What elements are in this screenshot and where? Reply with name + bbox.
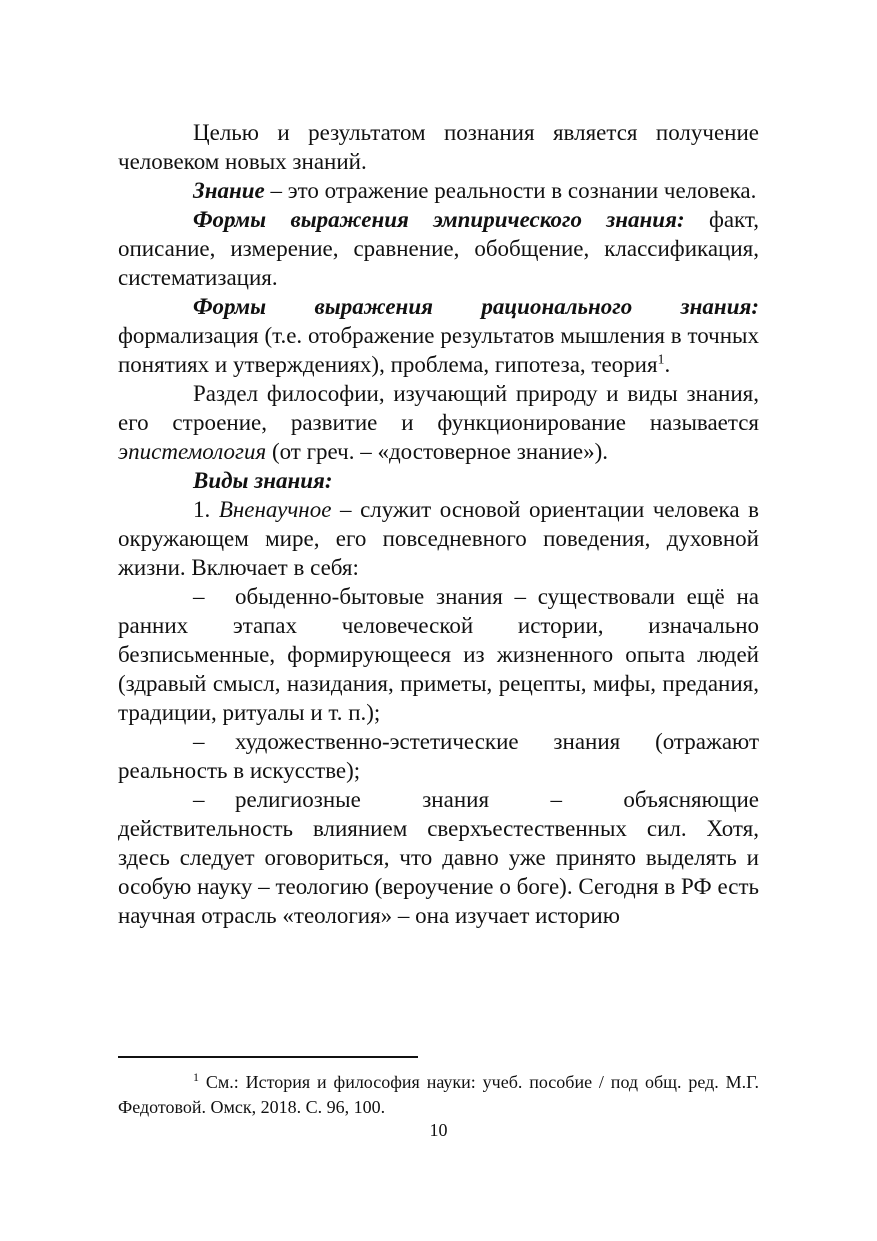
paragraph-end: . (664, 352, 671, 377)
term-rational-forms: Формы выражения рационального знания: (193, 294, 759, 319)
footnote-marker: 1 (193, 1070, 199, 1084)
term-knowledge: Знание (193, 178, 265, 203)
heading-kinds-of-knowledge: Виды знания: (193, 468, 333, 493)
term-epistemology: эпистемология (118, 439, 267, 464)
paragraph-text: Раздел философии, изучающий природу и виды знания, его строение, развитие и функционирование называется (118, 381, 759, 435)
paragraph-text: – это отражение реальности в сознании человека. (264, 178, 757, 203)
paragraph-text: факт, описание, измерение, сравнение, обобщение, классификация, систематизация. (118, 207, 760, 290)
page-number: 10 (429, 1120, 448, 1140)
dash-marker: – (193, 787, 205, 812)
paragraph-text: – служит основой ориентации человека в окружающем мире, его повседневного поведения, духовной жизни. Включает в себя: (118, 497, 760, 580)
paragraph-empirical-forms (118, 205, 759, 292)
footnote-text: См.: История и философия науки: учеб. пособие / под общ. ред. М.Г. Федотовой. Омск, 2018. С. 96, 100. (118, 1072, 759, 1117)
term-extra-scientific: Вненаучное (218, 497, 332, 522)
paragraph-text: формализация (т.е. отображение результатов мышления в точных понятиях и утверждениях), проблема, гипотеза, теория (118, 323, 759, 377)
list-item (118, 582, 759, 727)
dash-marker: – (193, 729, 205, 754)
list-item-text: религиозные знания – объясняющие действительность влиянием сверхъестественных сил. Хотя, здесь следует оговориться, что давно уже принято выделять и особую науку – теологию (вероучение о боге). Сегодня в РФ есть научная отрасль «теология» – она изучает историю (118, 787, 759, 928)
footnote (118, 1070, 759, 1120)
paragraph-text: Целью и результатом познания является получение человеком новых знаний. (118, 120, 759, 174)
paragraph-end: (от греч. – «достоверное знание»). (266, 439, 609, 464)
paragraph-rational-forms (118, 292, 759, 379)
section-heading-kinds (118, 466, 759, 495)
list-item-text: художественно-эстетические знания (отражают реальность в искусстве); (118, 729, 759, 783)
list-number: 1. (193, 497, 219, 522)
paragraph-epistemology (118, 379, 759, 466)
page-body (118, 118, 759, 930)
paragraph-extra-scientific (118, 495, 759, 582)
list-item (118, 727, 759, 785)
footnote-reference[interactable]: 1 (657, 352, 665, 368)
list-item-text: обыденно-бытовые знания – существовали ещё на ранних этапах человеческой истории, изначально безписьменные, формирующееся из жизненного опыта людей (здравый смысл, назидания, приметы, рецепты, мифы, предания, традиции, ритуалы и т. п.); (118, 584, 759, 725)
footnote-divider (118, 1056, 418, 1058)
dash-marker: – (193, 584, 205, 609)
list-item (118, 785, 759, 930)
paragraph-cognition-goal (118, 118, 759, 176)
paragraph-knowledge-definition (118, 176, 759, 205)
term-empirical-forms: Формы выражения эмпирического знания: (193, 207, 685, 232)
